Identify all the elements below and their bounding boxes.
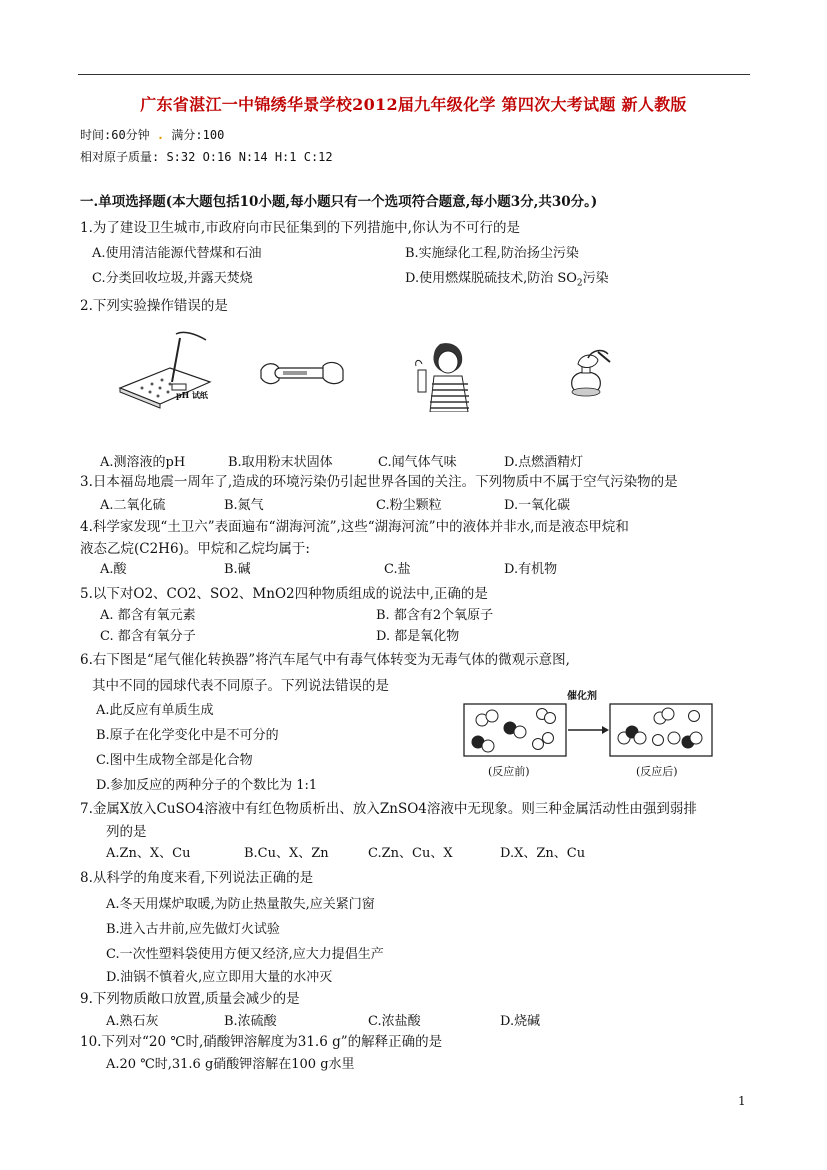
- question-5-option-b: B. 都含有2个氧原子: [376, 608, 494, 623]
- separator-dot: .: [156, 128, 165, 142]
- question-4-stem-line2: 液态乙烷(C2H6)。甲烷和乙烷均属于:: [80, 541, 310, 557]
- question-2-caption-d: D.点燃酒精灯: [504, 455, 584, 470]
- question-10-option-a: A.20 ℃时,31.6 g硝酸钾溶解在100 g水里: [106, 1057, 355, 1072]
- question-3-option-b: B.氮气: [224, 498, 264, 513]
- exam-score: 满分:100: [171, 128, 225, 142]
- question-7-option-c: C.Zn、Cu、X: [368, 846, 453, 861]
- question-2-caption-a: A.测溶液的pH: [100, 455, 186, 470]
- question-3-option-a: A.二氧化硫: [100, 498, 166, 513]
- question-9-option-d: D.烧碱: [500, 1014, 541, 1029]
- question-6-option-a: A.此反应有单质生成: [96, 703, 214, 718]
- question-5-stem: 5.以下对O2、CO2、SO2、MnO2四种物质组成的说法中,正确的是: [80, 586, 488, 602]
- question-2-stem: 2.下列实验操作错误的是: [80, 298, 228, 314]
- reaction-diagram: [462, 702, 714, 758]
- question-4-option-c: C.盐: [384, 562, 411, 577]
- question-1-option-a: A.使用清洁能源代替煤和石油: [92, 246, 262, 261]
- question-4-option-d: D.有机物: [504, 562, 558, 577]
- question-3-stem: 3.日本福岛地震一周年了,造成的环境污染仍引起世界各国的关注。下列物质中不属于空气污染物的是: [80, 474, 678, 490]
- question-9-option-c: C.浓盐酸: [368, 1014, 421, 1029]
- question-2-caption-c: C.闻气体气味: [378, 455, 457, 470]
- question-6-option-b: B.原子在化学变化中是不可分的: [96, 728, 279, 743]
- question-9-stem: 9.下列物质敞口放置,质量会减少的是: [80, 991, 300, 1007]
- question-4-stem-line1: 4.科学家发现“土卫六”表面遍布“湖海河流”,这些“湖海河流”中的液体并非水,而是液态甲烷和: [80, 519, 629, 535]
- question-3-option-c: C.粉尘颗粒: [376, 498, 442, 513]
- question-9-option-b: B.浓硫酸: [224, 1014, 277, 1029]
- question-8-option-c: C.一次性塑料袋使用方便又经济,应大力提倡生产: [106, 947, 384, 962]
- question-5-option-a: A. 都含有氧元素: [100, 608, 196, 623]
- question-1-option-d: D.使用燃煤脱硫技术,防治 $SO_2$污染: [405, 271, 609, 289]
- smell-gas-figure: [412, 340, 478, 412]
- question-9-option-a: A.熟石灰: [106, 1014, 159, 1029]
- question-7-stem-line2: 列的是: [106, 824, 147, 840]
- question-4-option-a: A.酸: [100, 562, 127, 577]
- question-8-stem: 8.从科学的角度来看,下列说法正确的是: [80, 870, 314, 886]
- question-5-option-d: D. 都是氧化物: [376, 629, 460, 644]
- section-heading: 一.单项选择题(本大题包括10小题,每小题只有一个选项符合题意,每小题3分,共30分。): [80, 194, 598, 210]
- question-2-caption-b: B.取用粉末状固体: [228, 455, 333, 470]
- question-8-option-b: B.进入古井前,应先做灯火试验: [106, 922, 280, 937]
- question-7-option-a: A.Zn、X、Cu: [106, 846, 191, 861]
- question-1-stem: 1.为了建设卫生城市,市政府向市民征集到的下列措施中,你认为不可行的是: [80, 220, 520, 236]
- question-3-option-d: D.一氧化碳: [504, 498, 571, 513]
- powder-tube-figure: [255, 350, 347, 400]
- ph-paper-label: pH 试纸: [176, 390, 208, 400]
- catalyst-label: 催化剂: [567, 691, 597, 702]
- exam-time: 时间:60分钟: [80, 128, 150, 142]
- top-rule: [78, 74, 750, 75]
- question-8-option-a: A.冬天用煤炉取暖,为防止热量散失,应关紧门窗: [106, 897, 375, 912]
- question-10-stem: 10.下列对“20 ℃时,硝酸钾溶解度为31.6 g”的解释正确的是: [80, 1034, 443, 1050]
- alcohol-lamp-figure: [558, 346, 614, 402]
- atomic-mass-line: 相对原子质量: S:32 O:16 N:14 H:1 C:12: [80, 150, 333, 164]
- question-7-option-b: B.Cu、X、Zn: [244, 846, 329, 861]
- question-7-option-d: D.X、Zn、Cu: [500, 846, 586, 861]
- page-title: 广东省湛江一中锦绣华景学校2012届九年级化学 第四次大考试题 新人教版: [140, 95, 687, 114]
- question-6-option-d: D.参加反应的两种分子的个数比为 1:1: [96, 778, 318, 793]
- question-6-stem-line2: 其中不同的园球代表不同原子。下列说法错误的是: [92, 678, 389, 694]
- before-reaction-label: (反应前): [488, 765, 530, 778]
- question-6-stem-line1: 6.右下图是“尾气催化转换器”将汽车尾气中有毒气体转变为无毒气体的微观示意图,: [80, 652, 570, 668]
- question-1-option-b: B.实施绿化工程,防治扬尘污染: [405, 246, 579, 261]
- question-1-option-c: C.分类回收垃圾,并露天焚烧: [92, 271, 253, 286]
- question-7-stem-line1: 7.金属X放入CuSO4溶液中有红色物质析出、放入ZnSO4溶液中无现象。则三种金属活动性由强到弱排: [80, 801, 697, 817]
- question-8-option-d: D.油锅不慎着火,应立即用大量的水冲灭: [106, 970, 333, 985]
- exam-info-line: [80, 126, 224, 143]
- question-5-option-c: C. 都含有氧分子: [100, 629, 196, 644]
- page-number: 1: [738, 1094, 746, 1108]
- question-4-option-b: B.碱: [224, 562, 251, 577]
- after-reaction-label: (反应后): [636, 765, 678, 778]
- question-6-option-c: C.图中生成物全部是化合物: [96, 753, 253, 768]
